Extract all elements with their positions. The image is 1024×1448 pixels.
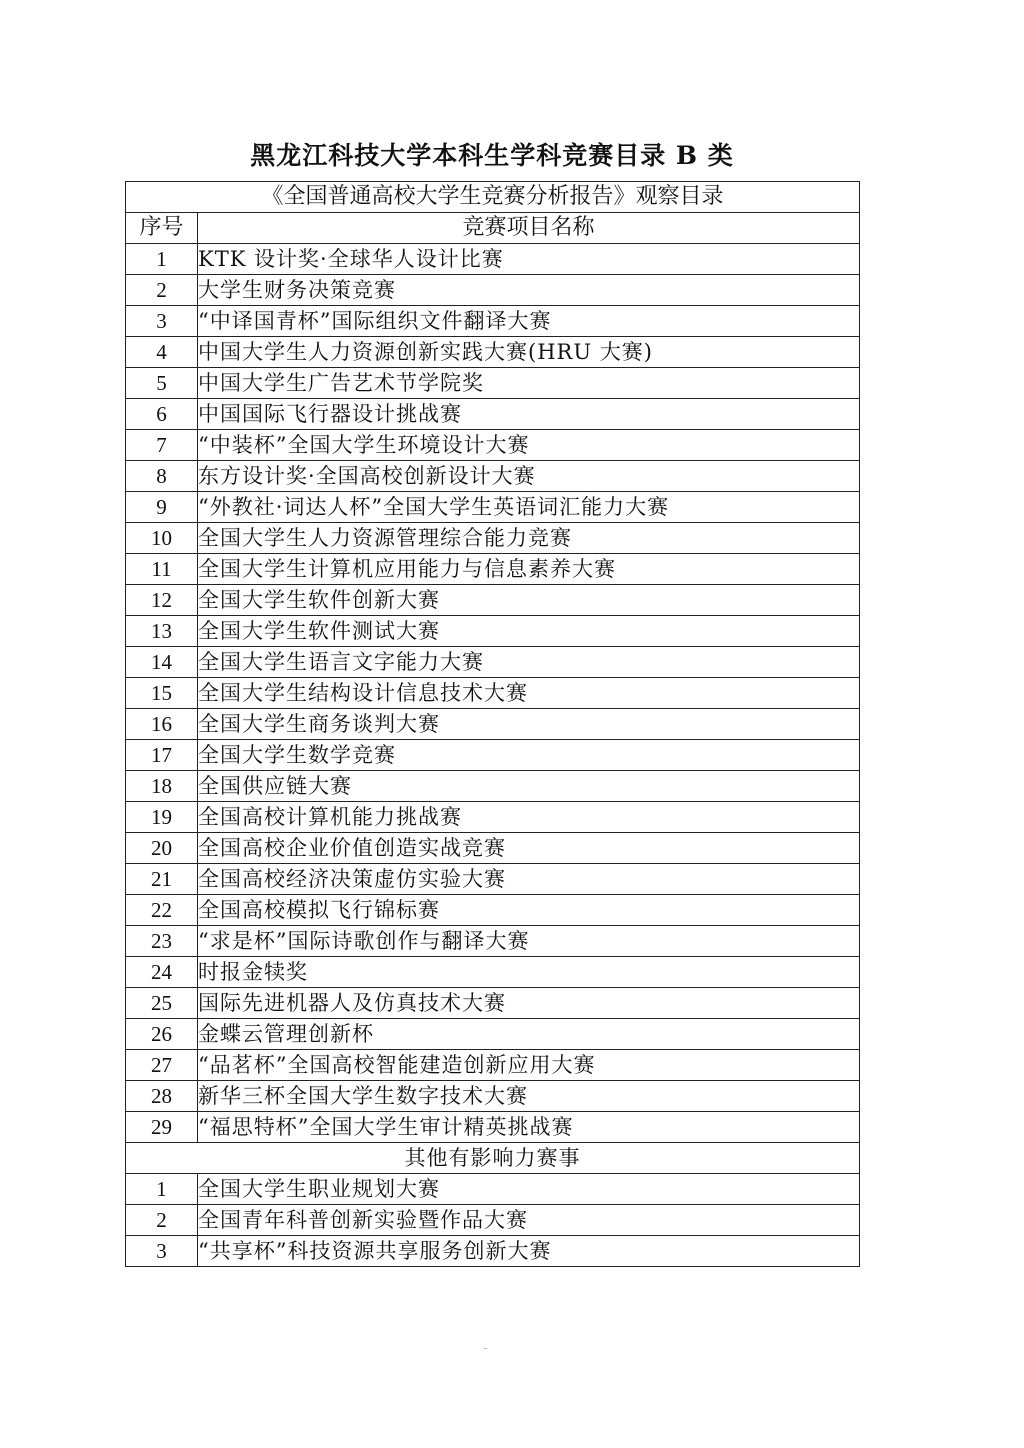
row-number: 1 (126, 1174, 198, 1205)
table-row (126, 1174, 860, 1205)
table-row (126, 1236, 860, 1267)
competition-name: “求是杯”国际诗歌创作与翻译大赛 (198, 926, 860, 957)
competition-name: “共享杯”科技资源共享服务创新大赛 (198, 1236, 860, 1267)
competition-name: 全国大学生人力资源管理综合能力竞赛 (198, 523, 860, 554)
row-number: 26 (126, 1019, 198, 1050)
row-number: 15 (126, 678, 198, 709)
competition-name: 全国高校计算机能力挑战赛 (198, 802, 860, 833)
row-number: 17 (126, 740, 198, 771)
competition-name: 全国高校模拟飞行锦标赛 (198, 895, 860, 926)
table-row (126, 1112, 860, 1143)
competition-name: 时报金犊奖 (198, 957, 860, 988)
table-row (126, 833, 860, 864)
row-number: 11 (126, 554, 198, 585)
table-row (126, 988, 860, 1019)
table-row (126, 585, 860, 616)
competition-name: 全国高校经济决策虚仿实验大赛 (198, 864, 860, 895)
row-number: 2 (126, 1205, 198, 1236)
row-number: 21 (126, 864, 198, 895)
table-row (126, 1205, 860, 1236)
row-number: 18 (126, 771, 198, 802)
competition-name: 全国大学生软件测试大赛 (198, 616, 860, 647)
table-row (126, 678, 860, 709)
column-header-number: 序号 (126, 213, 198, 244)
table-row (126, 275, 860, 306)
table-row (126, 647, 860, 678)
table-row (126, 864, 860, 895)
table-row (126, 802, 860, 833)
table-row (126, 368, 860, 399)
table-row (126, 461, 860, 492)
row-number: 28 (126, 1081, 198, 1112)
competition-name: “中译国青杯”国际组织文件翻译大赛 (198, 306, 860, 337)
page-title: 黑龙江科技大学本科生学科竞赛目录 B 类 (250, 141, 734, 170)
competition-name: 全国大学生语言文字能力大赛 (198, 647, 860, 678)
competition-name: 中国大学生人力资源创新实践大赛(HRU 大赛) (198, 337, 860, 368)
competition-name: 全国大学生职业规划大赛 (198, 1174, 860, 1205)
competition-name: 全国大学生数学竞赛 (198, 740, 860, 771)
table-row (126, 1050, 860, 1081)
row-number: 19 (126, 802, 198, 833)
competition-name: 中国大学生广告艺术节学院奖 (198, 368, 860, 399)
competition-name: 新华三杯全国大学生数字技术大赛 (198, 1081, 860, 1112)
column-header-name: 竞赛项目名称 (198, 213, 860, 244)
table-row (126, 926, 860, 957)
row-number: 6 (126, 399, 198, 430)
row-number: 22 (126, 895, 198, 926)
main-list-body (126, 244, 860, 1143)
section-title-other: 其他有影响力赛事 (126, 1143, 860, 1174)
row-number: 27 (126, 1050, 198, 1081)
row-number: 5 (126, 368, 198, 399)
table-row (126, 771, 860, 802)
table-row (126, 709, 860, 740)
page-footer-mark (484, 1348, 487, 1349)
competition-name: 全国大学生商务谈判大赛 (198, 709, 860, 740)
row-number: 1 (126, 244, 198, 275)
table-row (126, 957, 860, 988)
table-row (126, 1019, 860, 1050)
table-row (126, 1081, 860, 1112)
competition-name: 大学生财务决策竞赛 (198, 275, 860, 306)
competition-name: “品茗杯”全国高校智能建造创新应用大赛 (198, 1050, 860, 1081)
table-subtitle: 《全国普通高校大学生竞赛分析报告》观察目录 (126, 182, 860, 213)
row-number: 23 (126, 926, 198, 957)
table-row (126, 554, 860, 585)
competition-name: 国际先进机器人及仿真技术大赛 (198, 988, 860, 1019)
table-row (126, 337, 860, 368)
competition-name: 全国高校企业价值创造实战竞赛 (198, 833, 860, 864)
competition-name: KTK 设计奖·全球华人设计比赛 (198, 244, 860, 275)
row-number: 3 (126, 1236, 198, 1267)
row-number: 10 (126, 523, 198, 554)
table-row (126, 523, 860, 554)
table-row (126, 492, 860, 523)
table-row (126, 399, 860, 430)
competition-name: 全国大学生结构设计信息技术大赛 (198, 678, 860, 709)
competition-name: “外教社·词达人杯”全国大学生英语词汇能力大赛 (198, 492, 860, 523)
competition-name: 东方设计奖·全国高校创新设计大赛 (198, 461, 860, 492)
competition-name: 金蝶云管理创新杯 (198, 1019, 860, 1050)
table-row (126, 430, 860, 461)
table-row (126, 306, 860, 337)
competition-name: 全国青年科普创新实验暨作品大赛 (198, 1205, 860, 1236)
row-number: 4 (126, 337, 198, 368)
table-row (126, 244, 860, 275)
table-row (126, 895, 860, 926)
other-list-body (126, 1143, 860, 1267)
row-number: 20 (126, 833, 198, 864)
competition-name: 中国国际飞行器设计挑战赛 (198, 399, 860, 430)
row-number: 8 (126, 461, 198, 492)
row-number: 3 (126, 306, 198, 337)
table-row (126, 740, 860, 771)
competition-name: 全国供应链大赛 (198, 771, 860, 802)
row-number: 16 (126, 709, 198, 740)
table-row (126, 616, 860, 647)
competition-name: 全国大学生计算机应用能力与信息素养大赛 (198, 554, 860, 585)
row-number: 29 (126, 1112, 198, 1143)
row-number: 7 (126, 430, 198, 461)
competition-name: “福思特杯”全国大学生审计精英挑战赛 (198, 1112, 860, 1143)
competition-catalog-table (125, 181, 860, 1267)
row-number: 9 (126, 492, 198, 523)
row-number: 2 (126, 275, 198, 306)
competition-name: 全国大学生软件创新大赛 (198, 585, 860, 616)
competition-name: “中装杯”全国大学生环境设计大赛 (198, 430, 860, 461)
row-number: 12 (126, 585, 198, 616)
row-number: 25 (126, 988, 198, 1019)
row-number: 13 (126, 616, 198, 647)
row-number: 14 (126, 647, 198, 678)
row-number: 24 (126, 957, 198, 988)
